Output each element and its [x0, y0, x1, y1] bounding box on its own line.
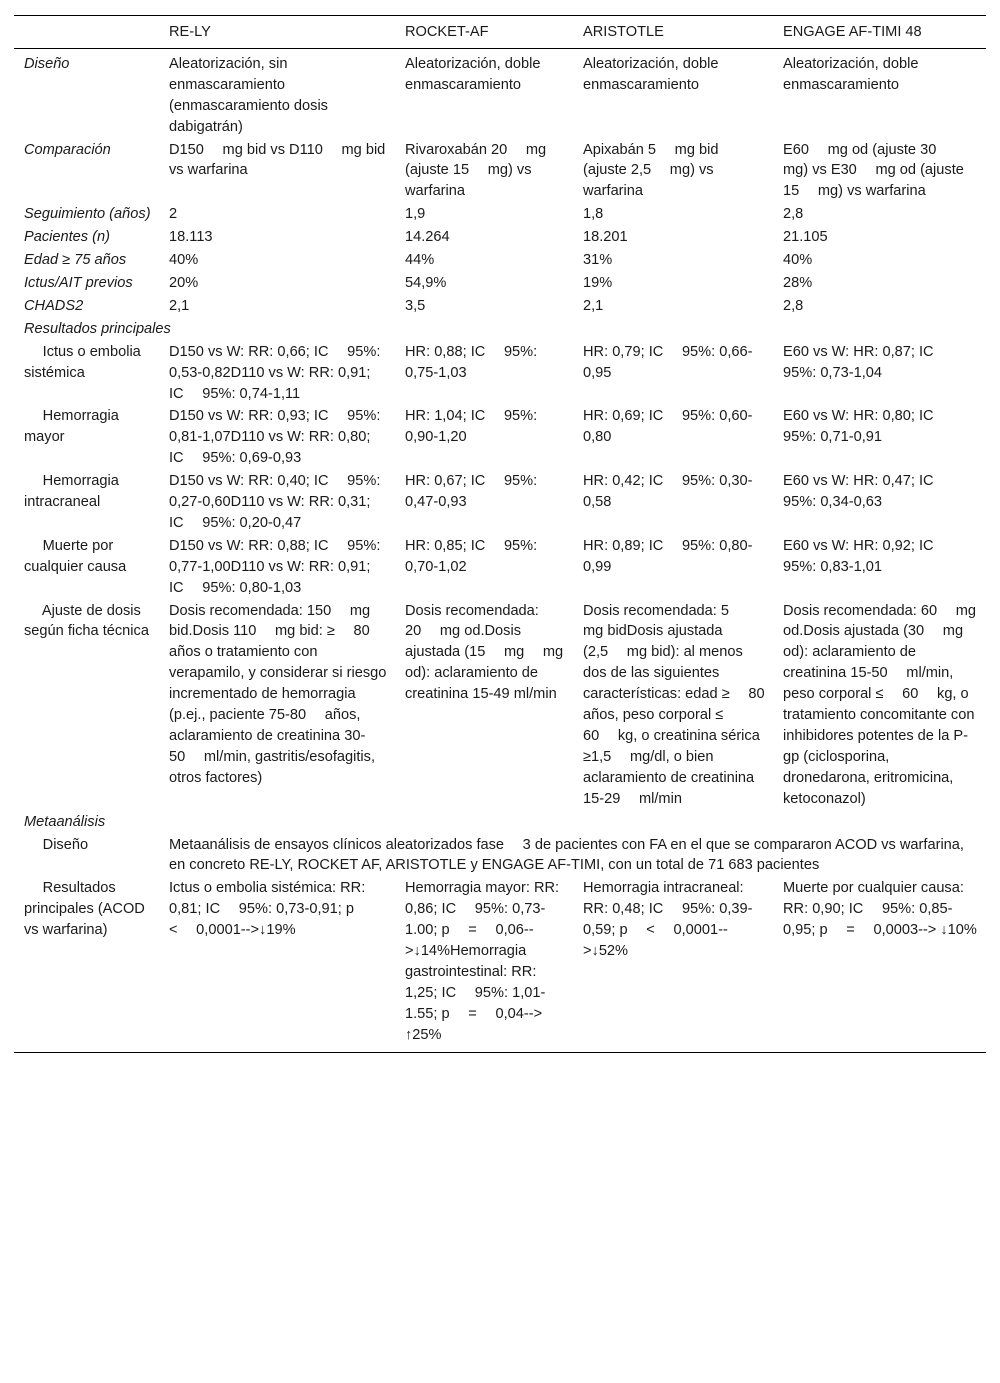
- header-row: [14, 16, 986, 49]
- cell-rely: Aleatorización, sin enmascaramiento (enmascaramiento dosis dabigatrán): [169, 55, 328, 135]
- cell-engage: 2,8: [783, 297, 804, 314]
- cell-aristotle: HR: 0,69; IC 95%: 0,60-0,80: [583, 408, 753, 446]
- cell-aristotle: HR: 0,89; IC 95%: 0,80-0,99: [583, 537, 753, 575]
- row-pacientes: [14, 226, 986, 249]
- row-ictus: [14, 341, 986, 406]
- row-label: Edad ≥ 75 años: [24, 252, 127, 269]
- cell-rely: D150 vs W: RR: 0,66; IC 95%: 0,53-0,82D110 vs W: RR: 0,91; IC 95%: 0,74-1,11: [169, 343, 381, 402]
- cell-aristotle: 2,1: [583, 297, 604, 314]
- row-muerte: [14, 535, 986, 600]
- cell-rocket-af: 54,9%: [405, 274, 447, 291]
- row-label: Pacientes (n): [24, 229, 110, 246]
- cell-rocket-af: 3,5: [405, 297, 426, 314]
- cell-rely: D150 vs W: RR: 0,40; IC 95%: 0,27-0,60D110 vs W: RR: 0,31; IC 95%: 0,20-0,47: [169, 473, 381, 531]
- row-chads2: [14, 295, 986, 318]
- cell-rocket-af: 14.264: [405, 229, 450, 246]
- cell-aristotle: Apixabán 5 mg bid (ajuste 2,5 mg) vs warfarina: [583, 141, 719, 200]
- cell-aristotle: Aleatorización, doble enmascaramiento: [583, 55, 719, 93]
- row-comparacion: [14, 139, 986, 204]
- cell-hemorragia-mayor: Hemorragia mayor: RR: 0,86; IC 95%: 0,73-1.00; p = 0,06-->↓14%Hemorragia gastrointestinal: RR: 1,25; IC 95%: 1,01-1.55; p = 0,04--> ↑25%: [395, 877, 573, 1052]
- cell-rely: 2,1: [169, 297, 190, 314]
- row-seguimiento: [14, 203, 986, 226]
- cell-rely: D150 vs W: RR: 0,88; IC 95%: 0,77-1,00D110 vs W: RR: 0,91; IC 95%: 0,80-1,03: [169, 537, 381, 596]
- cell-engage: E60 vs W: HR: 0,92; IC 95%: 0,83-1,01: [783, 537, 949, 575]
- cell-engage: 40%: [783, 252, 813, 269]
- cell-rely: 18.113: [169, 229, 213, 246]
- row-label: Diseño: [24, 836, 89, 853]
- row-edad: [14, 249, 986, 272]
- cell-aristotle: Dosis recomendada: 5 mg bidDosis ajustada (2,5 mg bid): al menos dos de las siguientes características: edad ≥ 80 años, peso corporal ≤ 60 kg, o creatinina sérica ≥1,5 mg/dl, o bien aclaramiento de creatinina 15-29 ml/min: [583, 602, 765, 807]
- row-meta-diseno: [14, 834, 986, 878]
- cell-engage: Dosis recomendada: 60 mg od.Dosis ajustada (30 mg od): aclaramiento de creatinina 15-50 ml/min, peso corporal ≤ 60 kg, o tratamiento concomitante con inhibidores potentes de la P-gp (ciclosporina, dronedarona, eritromicina, ketoconazol): [783, 602, 977, 807]
- row-meta-resultados: [14, 877, 986, 1052]
- row-label: CHADS2: [24, 297, 84, 314]
- cell-engage: 2,8: [783, 206, 804, 223]
- cell-rely: Dosis recomendada: 150 mg bid.Dosis 110 mg bid: ≥ 80 años o tratamiento con verapamilo, y considerar si riesgo incrementado de hemorragia (p.ej., paciente 75-80 años, aclaramiento de creatinina 30-50 ml/min, gastritis/esofagitis, otros factores): [169, 602, 387, 786]
- comparison-table: [14, 15, 986, 1053]
- row-label: Muerte por cualquier causa: [24, 537, 127, 575]
- cell-aristotle: 31%: [583, 252, 613, 269]
- cell-rocket-af: 1,9: [405, 206, 426, 223]
- row-label: Ictus/AIT previos: [24, 274, 133, 291]
- cell-engage: E60 vs W: HR: 0,87; IC 95%: 0,73-1,04: [783, 343, 949, 381]
- row-label: Comparación: [24, 141, 111, 158]
- cell-aristotle: HR: 0,79; IC 95%: 0,66-0,95: [583, 343, 753, 381]
- cell-rocket-af: Dosis recomendada: 20 mg od.Dosis ajustada (15 mg mg od): aclaramiento de creatinina 15-49 ml/min: [405, 602, 564, 703]
- row-hemorragia-mayor: [14, 405, 986, 470]
- row-label: Ajuste de dosis según ficha técnica: [24, 602, 149, 640]
- header-aristotle: ARISTOTLE: [573, 16, 773, 49]
- header-rely: RE-LY: [159, 16, 395, 49]
- row-label: Hemorragia intracraneal: [24, 473, 119, 511]
- cell-rocket-af: HR: 1,04; IC 95%: 0,90-1,20: [405, 408, 538, 446]
- document-page: [14, 15, 986, 1053]
- cell-muerte: Muerte por cualquier causa: RR: 0,90; IC 95%: 0,85-0,95; p = 0,0003--> ↓10%: [773, 877, 986, 1052]
- header-empty: [14, 16, 159, 49]
- header-rocket-af: ROCKET-AF: [395, 16, 573, 49]
- cell-rocket-af: HR: 0,88; IC 95%: 0,75-1,03: [405, 343, 538, 381]
- row-label: Hemorragia mayor: [24, 408, 119, 446]
- cell-engage: 21.105: [783, 229, 828, 246]
- cell-rely: 2: [169, 206, 178, 223]
- cell-engage: E60 vs W: HR: 0,47; IC 95%: 0,34-0,63: [783, 473, 949, 511]
- header-engage: ENGAGE AF-TIMI 48: [773, 16, 986, 49]
- cell-aristotle: HR: 0,42; IC 95%: 0,30-0,58: [583, 473, 753, 511]
- cell-rocket-af: Rivaroxabán 20 mg (ajuste 15 mg) vs warfarina: [405, 141, 547, 200]
- cell-rocket-af: 44%: [405, 252, 435, 269]
- cell-engage: 28%: [783, 274, 813, 291]
- cell-rocket-af: HR: 0,85; IC 95%: 0,70-1,02: [405, 537, 538, 575]
- cell-engage: E60 vs W: HR: 0,80; IC 95%: 0,71-0,91: [783, 408, 949, 446]
- cell-aristotle: 19%: [583, 274, 613, 291]
- cell-aristotle: 1,8: [583, 206, 604, 223]
- cell-rocket-af: Aleatorización, doble enmascaramiento: [405, 55, 541, 93]
- row-diseno: [14, 48, 986, 138]
- row-metaanalisis-header: [14, 811, 986, 834]
- row-ictus-previos: [14, 272, 986, 295]
- section-heading: Metaanálisis: [24, 813, 106, 830]
- row-label: Ictus o embolia sistémica: [24, 343, 141, 381]
- cell-rely: 40%: [169, 252, 199, 269]
- row-label: Diseño: [24, 55, 70, 72]
- cell-hemorragia-intracraneal: Hemorragia intracraneal: RR: 0,48; IC 95%: 0,39-0,59; p < 0,0001-->↓52%: [573, 877, 773, 1052]
- cell-rocket-af: HR: 0,67; IC 95%: 0,47-0,93: [405, 473, 538, 511]
- cell-engage: E60 mg od (ajuste 30 mg) vs E30 mg od (ajuste 15 mg) vs warfarina: [783, 141, 964, 200]
- cell-rely: D150 vs W: RR: 0,93; IC 95%: 0,81-1,07D110 vs W: RR: 0,80; IC 95%: 0,69-0,93: [169, 408, 381, 467]
- cell-ictus: Ictus o embolia sistémica: RR: 0,81; IC 95%: 0,73-0,91; p < 0,0001-->↓19%: [159, 877, 395, 1052]
- row-ajuste: [14, 600, 986, 811]
- section-heading: Resultados principales: [24, 320, 171, 337]
- cell-rely: D150 mg bid vs D110 mg bid vs warfarina: [169, 141, 386, 179]
- row-resultados-header: [14, 318, 986, 341]
- cell-engage: Aleatorización, doble enmascaramiento: [783, 55, 919, 93]
- cell-aristotle: 18.201: [583, 229, 628, 246]
- cell-meta-diseno: Metaanálisis de ensayos clínicos aleatorizados fase 3 de pacientes con FA en el que se compararon ACOD vs warfarina, en concreto RE-LY, ROCKET AF, ARISTOTLE y ENGAGE AF-TIMI, con un total de 71 683 pacientes: [169, 836, 964, 874]
- row-hemorragia-intracraneal: [14, 470, 986, 535]
- cell-rely: 20%: [169, 274, 199, 291]
- row-label: Seguimiento (años): [24, 206, 151, 223]
- row-label: Resultados principales (ACOD vs warfarina): [14, 877, 159, 1052]
